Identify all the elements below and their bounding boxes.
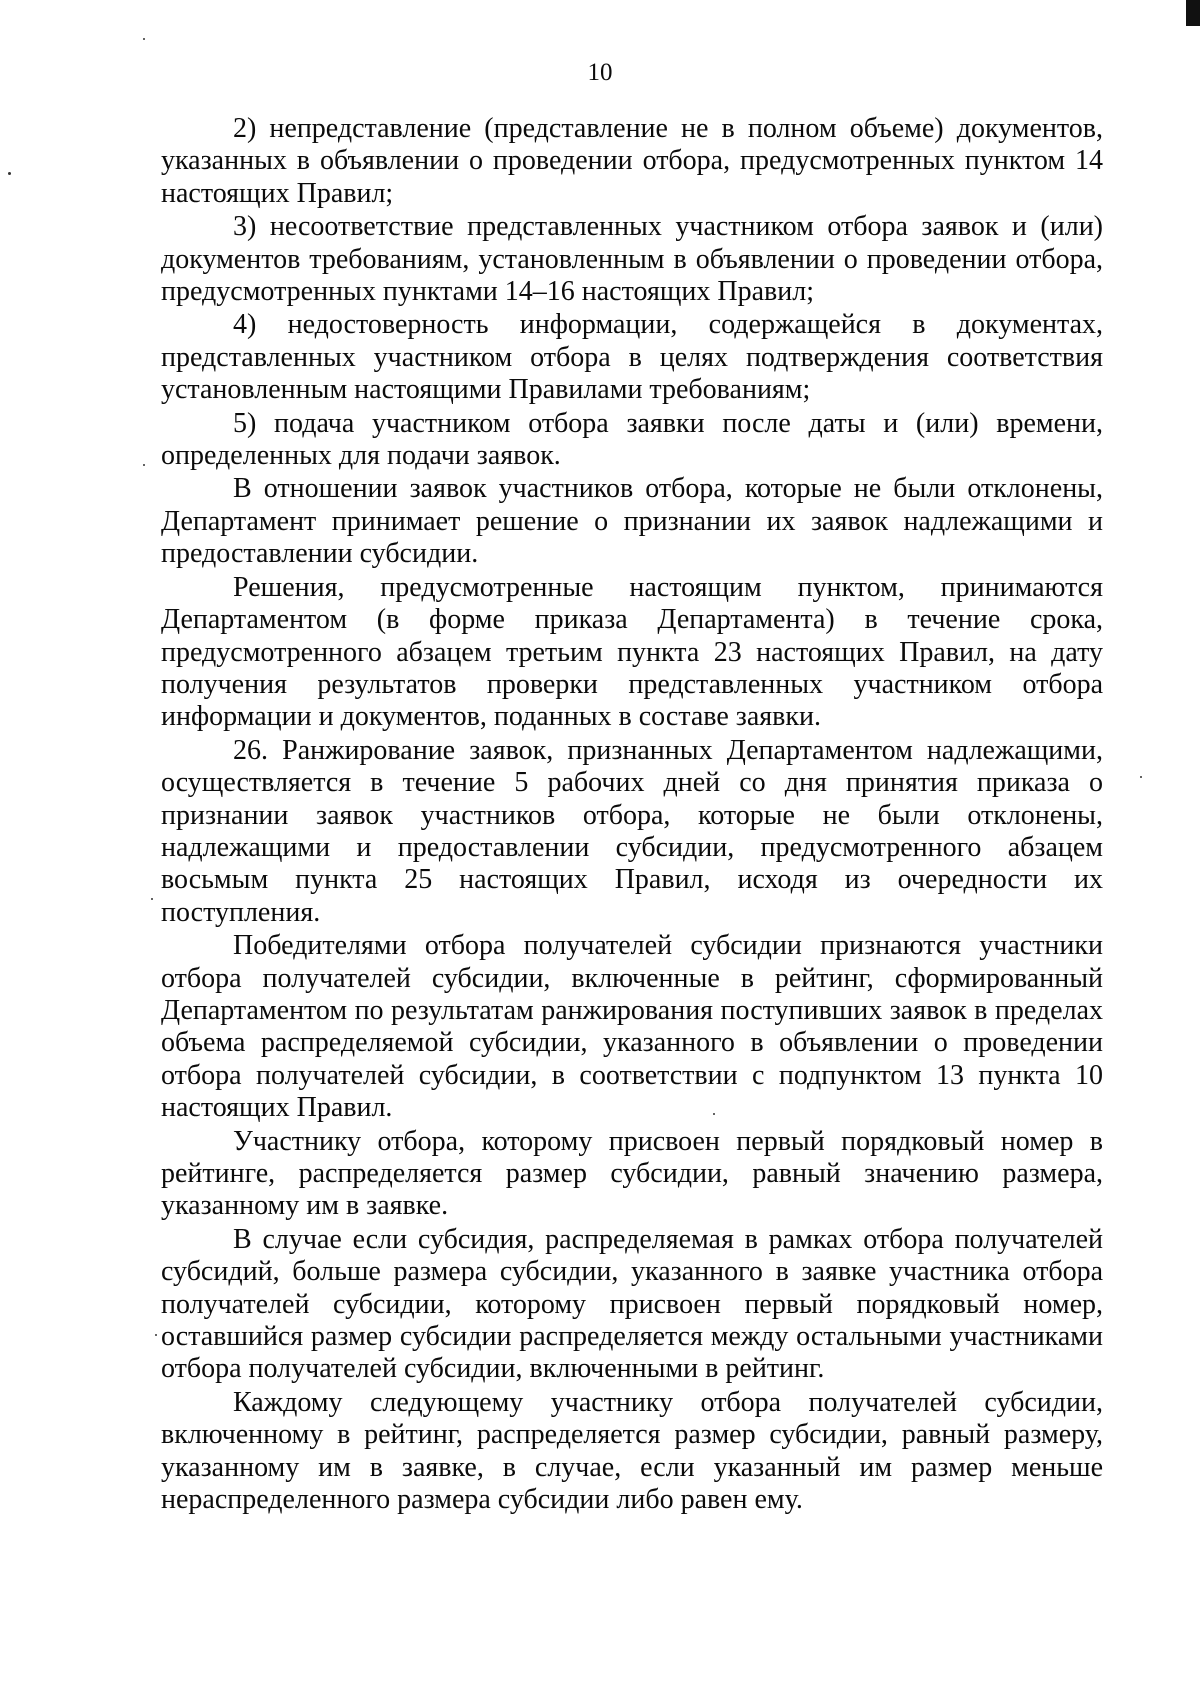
paragraph-point-26-ranking: 26. Ранжирование заявок, признанных Департаментом надлежащими, осуществляется в течение 5 рабочих дней со дня принятия приказа о признании заявок участников отбора, которые не были отклонены, надлежащими и предоставлении субсидии, предусмотренного абзацем восьмым пункта 25 настоящих Правил, исходя из очередности их поступления. [161,734,1103,928]
page-number: 10 [587,59,613,86]
paragraph-decisions: Решения, предусмотренные настоящим пунктом, принимаются Департаментом (в форме приказа Департамента) в течение срока, предусмотренного абзацем третьим пункта 23 настоящих Правил, на дату получения результатов проверки представленных участником отбора информации и документов, поданных в составе заявки. [161,571,1103,733]
paragraph-item-5: 5) подача участником отбора заявки после даты и (или) времени, определенных для подачи заявок. [161,407,1103,472]
scan-speck [1140,776,1142,778]
paragraph-non-rejected-applications: В отношении заявок участников отбора, которые не были отклонены, Департамент принимает решение о признании их заявок надлежащими и предоставлении субсидии. [161,473,1103,570]
scan-speck [155,1334,157,1336]
paragraph-next-participants: Каждому следующему участнику отбора получателей субсидии, включенному в рейтинг, распределяется размер субсидии, равный размеру, указанному им в заявке, в случае, если указанный им размер меньше нераспределенного размера субсидии либо равен ему. [161,1386,1103,1516]
paragraph-remaining-subsidy: В случае если субсидия, распределяемая в рамках отбора получателей субсидий, больше размера субсидии, указанного в заявке участника отбора получателей субсидии, которому присвоен первый порядковый номер, оставшийся размер субсидии распределяется между остальными участниками отбора получателей субсидии, включенными в рейтинг. [161,1223,1103,1385]
scan-speck [143,38,145,40]
scan-speck [8,172,11,175]
scan-speck [143,464,145,466]
paragraph-first-participant: Участнику отбора, которому присвоен первый порядковый номер в рейтинге, распределяется размер субсидии, равный значению размера, указанному им в заявке. [161,1125,1103,1222]
paragraph-item-4: 4) недостоверность информации, содержащейся в документах, представленных участником отбора в целях подтверждения соответствия установленным настоящими Правилами требованиям; [161,309,1103,406]
scan-edge-mark [1186,0,1200,26]
paragraph-winners: Победителями отбора получателей субсидии признаются участники отбора получателей субсидии, включенные в рейтинг, сформированный Департаментом по результатам ранжирования поступивших заявок в пределах объема распределяемой субсидии, указанного в объявлении о проведении отбора получателей субсидии, в соответствии с подпунктом 13 пункта 10 настоящих Правил. [161,930,1103,1124]
paragraph-item-2: 2) непредставление (представление не в полном объеме) документов, указанных в объявлении о проведении отбора, предусмотренных пунктом 14 настоящих Правил; [161,113,1103,209]
paragraph-item-3: 3) несоответствие представленных участником отбора заявок и (или) документов требованиям, установленным в объявлении о проведении отбора, предусмотренных пунктами 14–16 настоящих Правил; [161,211,1103,308]
scan-speck [151,898,153,900]
document-body [161,113,1103,1516]
